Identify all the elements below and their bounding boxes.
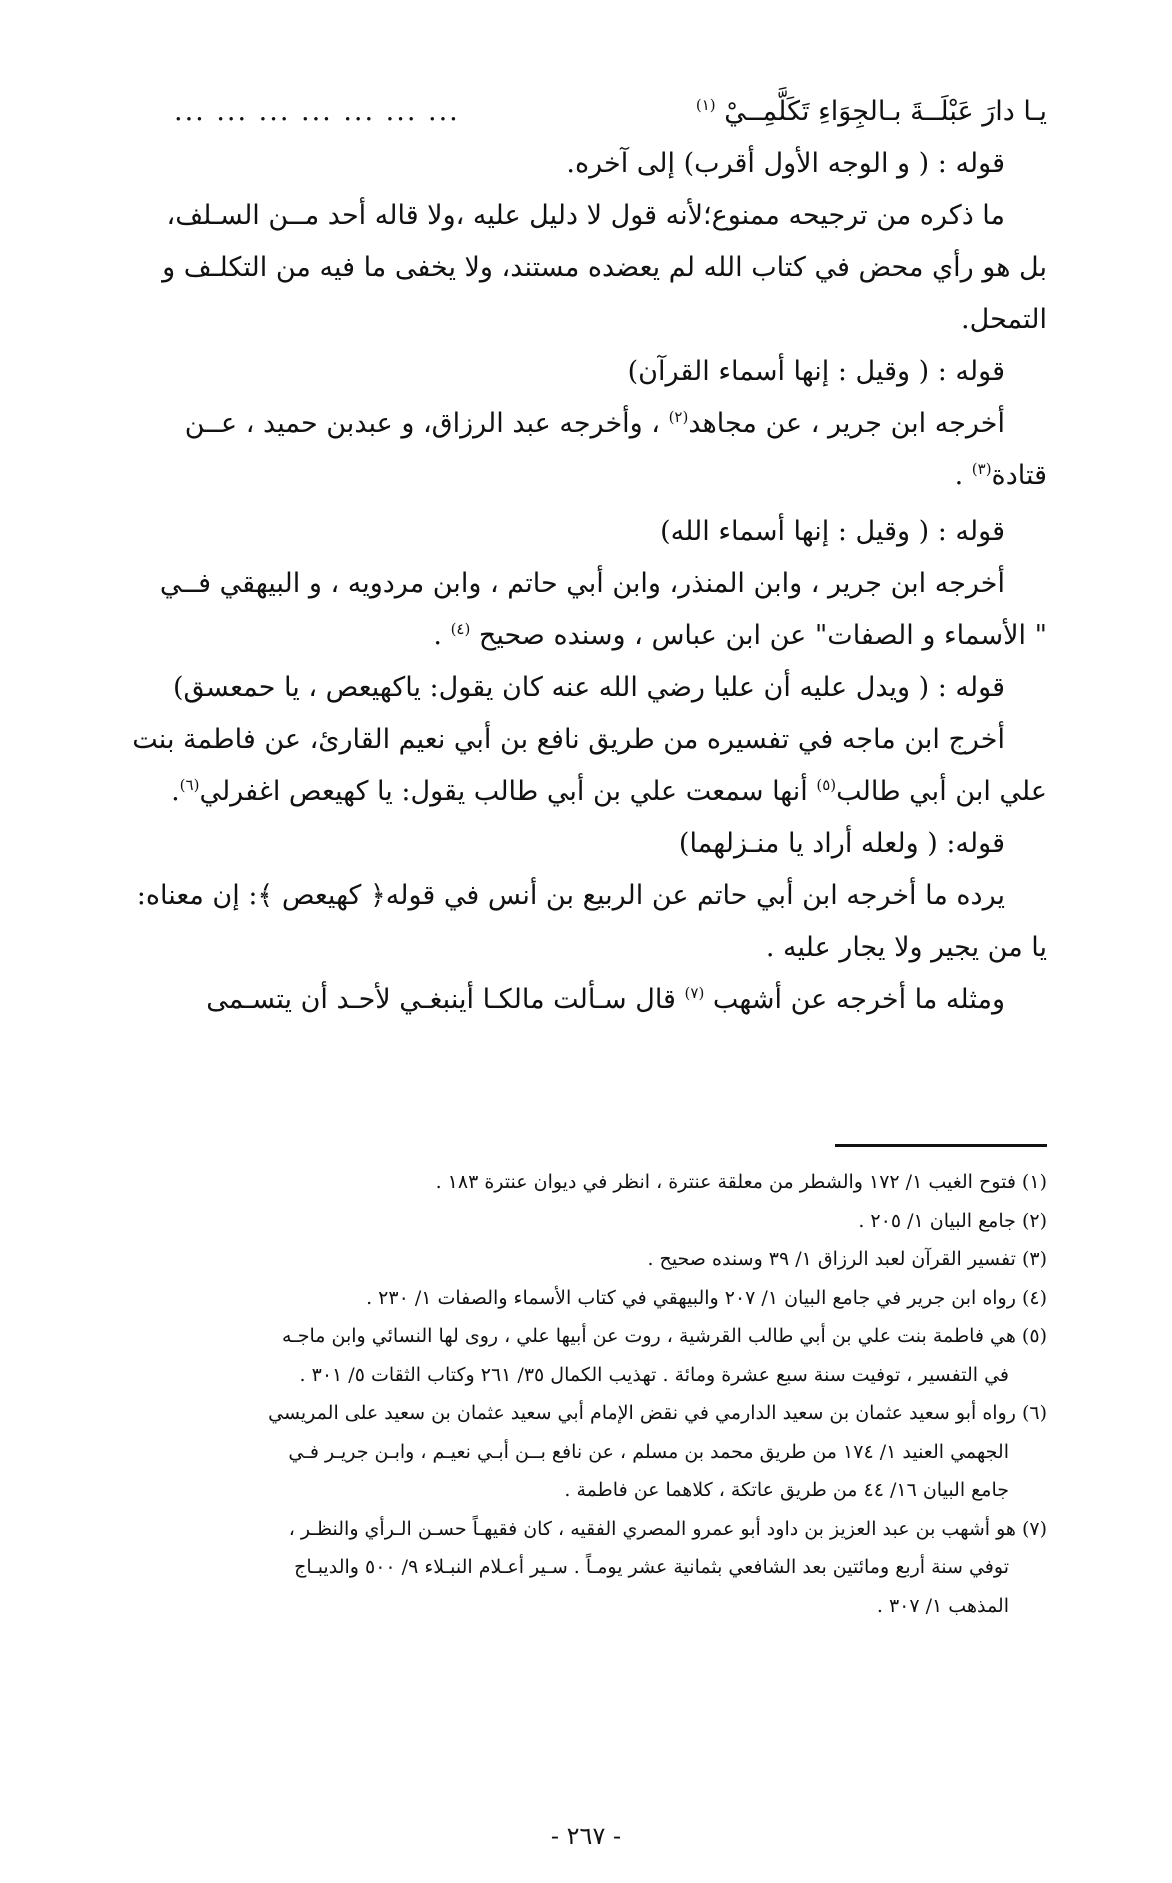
footnote-ref[interactable]: (١) — [695, 96, 716, 114]
footnote-ref[interactable]: (٦) — [179, 776, 200, 794]
footnotes — [150, 1163, 1047, 1625]
paragraph-line: " الأسماء و الصفات" عن ابن عباس ، وسنده صحيح $^{(٤)}$ . — [433, 620, 1047, 651]
paragraph-line: قتادة$^{(٣)}$ . — [954, 460, 1047, 491]
footnote-continuation: في التفسير ، توفيت سنة سبع عشرة ومائة . تهذيب الكمال ٣٥/ ٢٦١ وكتاب الثقات ٥/ ٣٠١ . — [299, 1363, 1009, 1386]
poem-hemistich-first: يـا دارَ عَبْلَــةَ بـالجِوَاءِ تَكَلَّمِــيْ $^{(١)}$ — [695, 96, 1047, 127]
quote-line: قوله : ( ويدل عليه أن عليا رضي الله عنه كان يقول: ياكهيعص ، يا حمعسق) — [173, 672, 1005, 703]
footnote-continuation: المذهب ١/ ٣٠٧ . — [876, 1594, 1009, 1617]
paragraph-line: أخرج ابن ماجه في تفسيره من طريق نافع بن أبي نعيم القارئ، عن فاطمة بنت — [132, 724, 1005, 755]
footnote-ref[interactable]: (٣) — [971, 460, 992, 478]
paragraph-line: علي ابن أبي طالب$^{(٥)}$ أنها سمعت علي بن أبي طالب يقول: يا كهيعص اغفرلي$^{(٦)}$. — [171, 776, 1047, 807]
footnote-continuation: جامع البيان ١٦/ ٤٤ من طريق عاتكة ، كلاهما عن فاطمة . — [564, 1479, 1009, 1501]
footnote-ref[interactable]: (٢) — [668, 408, 689, 426]
footnote: (١) فتوح الغيب ١/ ١٧٢ والشطر من معلقة عنترة ، انظر في ديوان عنترة ١٨٣ . — [435, 1171, 1047, 1193]
quote-line: قوله : ( وقيل : إنها أسماء الله) — [660, 516, 1005, 547]
quote-line: قوله : ( وقيل : إنها أسماء القرآن) — [627, 356, 1005, 387]
footnote-ref[interactable]: (٧) — [684, 984, 705, 1002]
footnote: (٤) رواه ابن جرير في جامع البيان ١/ ٢٠٧ والبيهقي في كتاب الأسماء والصفات ١/ ٢٣٠ . — [366, 1286, 1047, 1309]
quote-line: قوله: ( ولعله أراد يا منـزلهما) — [678, 828, 1005, 859]
quote-line: قوله : ( و الوجه الأول أقرب) إلى آخره. — [566, 148, 1005, 179]
footnote: (٦) رواه أبو سعيد عثمان بن سعيد الدارمي في نقض الإمام أبي سعيد عثمان بن سعيد على المريسي — [268, 1402, 1047, 1424]
footnote-ref[interactable]: (٤) — [450, 620, 471, 638]
footnote-divider — [835, 1144, 1047, 1147]
paragraph-line: يرده ما أخرجه ابن أبي حاتم عن الربيع بن أنس في قوله﴿ كهيعص ﴾: إن معناه: — [136, 880, 1005, 911]
poem-hemistich-second: ... ... ... ... ... ... ... — [174, 96, 460, 127]
footnote-continuation: الجهمي العنيد ١/ ١٧٤ من طريق محمد بن مسلم ، عن نافع بــن أبـي نعيـم ، وابـن جريـر فـي — [288, 1440, 1009, 1463]
paragraph-line: ومثله ما أخرجه عن أشهب $^{(٧)}$ قال سـألت مالكـا أينبغـي لأحـد أن يتسـمى — [206, 984, 1005, 1015]
footnote: (٥) هي فاطمة بنت علي بن أبي طالب القرشية ، روت عن أبيها علي ، روى لها النسائي وابن ماجـه — [282, 1325, 1047, 1347]
paragraph-line: بل هو رأي محض في كتاب الله لم يعضده مستند، ولا يخفى ما فيه من التكلـف و — [162, 252, 1047, 283]
paragraph-line: يا من يجير ولا يجار عليه . — [765, 932, 1047, 963]
poem-verse — [152, 86, 1047, 138]
paragraph-line: أخرجه ابن جرير ، وابن المنذر، وابن أبي حاتم ، وابن مردويه ، و البيهقي فــي — [159, 568, 1005, 599]
paragraph-line: أخرجه ابن جرير ، عن مجاهد$^{(٢)}$ ، وأخرجه عبد الرزاق، و عبدبن حميد ، عــن — [184, 408, 1005, 439]
footnote-continuation: توفي سنة أربع ومائتين بعد الشافعي بثمانية عشر يومـاً . سـير أعـلام النبـلاء ٩/ ٥٠٠ والديبـاج — [294, 1556, 1009, 1578]
footnote-ref[interactable]: (٥) — [816, 776, 837, 794]
paragraph-line: ما ذكره من ترجيحه ممنوع؛لأنه قول لا دليل عليه ،ولا قاله أحد مــن السـلف، — [166, 200, 1005, 231]
paragraph-line: التمحل. — [961, 304, 1047, 335]
footnote: (٧) هو أشهب بن عبد العزيز بن داود أبو عمرو المصري الفقيه ، كان فقيهـاً حسـن الـرأي والنظـر ، — [288, 1517, 1047, 1540]
page-number: - ٢٦٧ - — [550, 1822, 622, 1850]
footnote: (٣) تفسير القرآن لعبد الرزاق ١/ ٣٩ وسنده صحيح . — [647, 1248, 1047, 1270]
main-text — [132, 86, 1047, 1026]
footnote: (٢) جامع البيان ١/ ٢٠٥ . — [858, 1209, 1047, 1232]
